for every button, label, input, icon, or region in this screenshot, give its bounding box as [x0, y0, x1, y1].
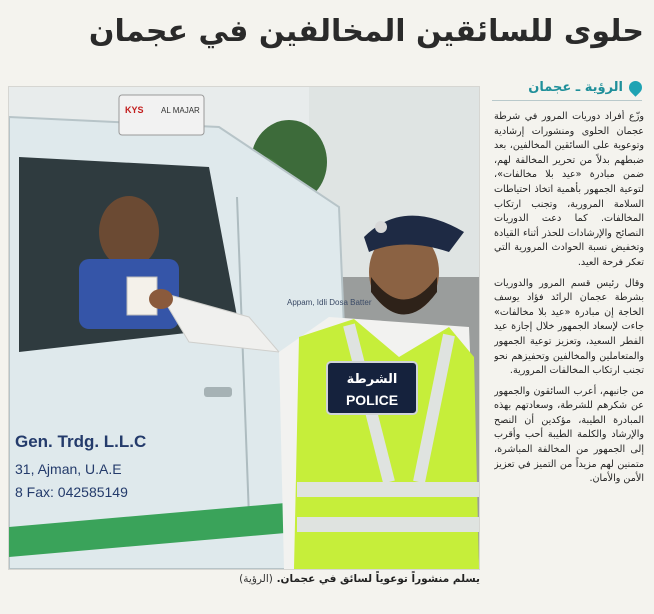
- van-fax-text: 8 Fax: 042585149: [15, 484, 128, 500]
- paragraph: من جانبهم، أعرب السائقون والجمهور عن شكرهم للشرطة، وسعادتهم بهذه المبادرة الطيبة، مؤكدين أن النصح والإرشاد والكلمة الطيبة أحب وأقرب إلى الجمهور من المخالفة المباشرة، متمنين لهم مزيداً من التميز في تعزيز الأمن والأمان.: [494, 385, 644, 485]
- van-side-text: Appam, Idli Dosa Batter: [287, 298, 372, 307]
- headline: حلوى للسائقين المخالفين في عجمان: [88, 14, 644, 49]
- roof-sign-text-2: AL MAJAR: [161, 106, 200, 115]
- paragraph: وقال رئيس قسم المرور والدوريات بشرطة عجمان الرائد فؤاد يوسف الخاجة إن مبادرة «عيد بلا مخالفات» جاءت لإسعاد الجمهور خلال إجازة عيد الفطر السعيد، وتعزيز توعية الجمهور والمتعاملين والمخالفين وتحفيزهم نحو تجنب ارتكاب المخالفات المرورية.: [494, 277, 644, 377]
- article-photo: [8, 86, 480, 570]
- vest-label-arabic: الشرطة: [346, 372, 398, 387]
- caption-source: (الرؤية): [239, 573, 273, 585]
- van-address-text: 31, Ajman, U.A.E: [15, 461, 122, 477]
- byline-divider: [492, 100, 642, 101]
- byline: [528, 80, 642, 95]
- van-company-text: Gen. Trdg. L.L.C: [15, 432, 147, 451]
- byline-text: الرؤية ـ عجمان: [528, 80, 623, 95]
- location-pin-icon: [626, 78, 644, 96]
- roof-sign-text: KYS: [125, 105, 144, 115]
- article-body: [494, 110, 644, 580]
- paragraph: وزّع أفراد دوريات المرور في شرطة عجمان الحلوى ومنشورات إرشادية وتوعوية على السائقين المخالفين، بعد ضبطهم بدلاً من تحرير المخالفة لهم، ضمن مبادرة «عيد بلا مخالفات»، لتوعية الجمهور بأهمية اتخاذ احتياطات السلامة المرورية، وتجنب ارتكاب المخالفات. كما دعت الدوريات النصائح والإرشادات للحذر أثناء القيادة وتخفيض نسبة الحوادث المرورية التي تعكر فرحة العيد.: [494, 111, 644, 268]
- vest-label-english: POLICE: [345, 392, 399, 408]
- photo-caption: [6, 573, 480, 585]
- caption-text: يسلم منشوراً توعوياً لسائق في عجمان.: [276, 573, 480, 585]
